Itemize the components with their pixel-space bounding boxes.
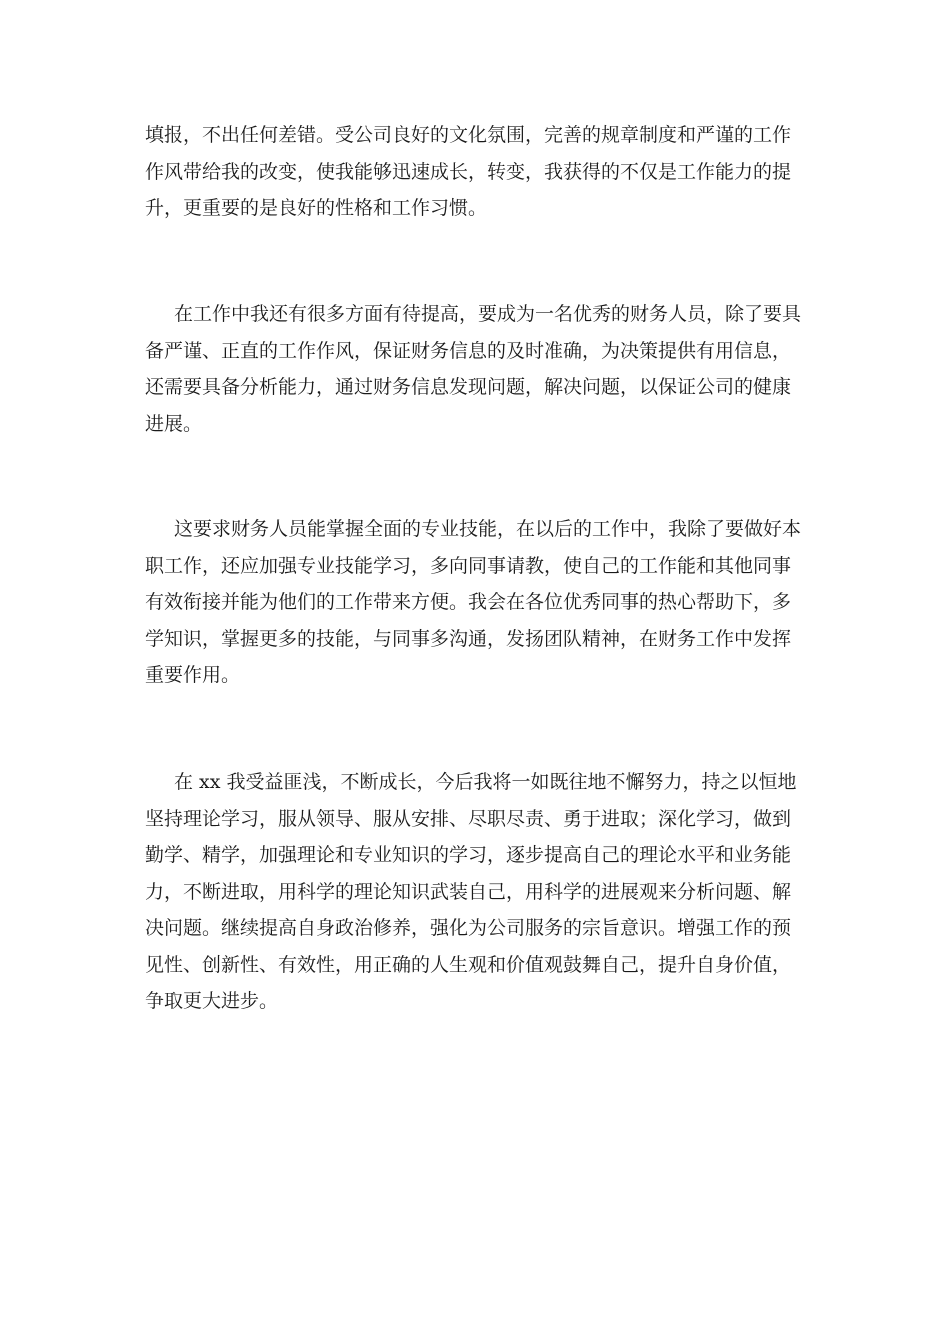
paragraph-4: [145, 764, 813, 1020]
paragraph-3: [145, 511, 813, 694]
paragraph-line: 备严谨、正直的工作作风，保证财务信息的及时准确，为决策提供有用信息，: [145, 339, 792, 362]
paragraph-line: 作风带给我的改变，使我能够迅速成长，转变，我获得的不仅是工作能力的提: [145, 160, 792, 183]
paragraph-line: 争取更大进步。: [145, 990, 279, 1012]
paragraph-line: 这要求财务人员能掌握全面的专业技能，在以后的工作中，我除了要做好本: [174, 518, 802, 540]
paragraph-line: 勤学、精学，加强理论和专业知识的学习，逐步提高自己的理论水平和业务能: [145, 844, 792, 866]
paragraph-line: 还需要具备分析能力，通过财务信息发现问题，解决问题，以保证公司的健康: [145, 376, 792, 398]
paragraph-line: 在工作中我还有很多方面有待提高，要成为一名优秀的财务人员，除了要具: [174, 303, 802, 325]
paragraph-line: 有效衔接并能为他们的工作带来方便。我会在各位优秀同事的热心帮助下，多: [145, 591, 792, 613]
paragraph-line: 见性、创新性、有效性，用正确的人生观和价值观鼓舞自己，提升自身价值，: [145, 953, 792, 976]
paragraph-line: 重要作用。: [145, 664, 241, 686]
paragraph-line: 坚持理论学习，服从领导、服从安排、尽职尽责、勇于进取；深化学习，做到: [145, 807, 792, 830]
paragraph-line: 力，不断进取，用科学的理论知识武装自己，用科学的进展观来分析问题、解: [145, 880, 792, 903]
paragraph-1: [145, 117, 813, 227]
paragraph-2: [145, 296, 813, 442]
paragraph-line: 职工作，还应加强专业技能学习，多向同事请教，使自己的工作能和其他同事: [145, 554, 792, 577]
paragraph-line: 进展。: [145, 412, 203, 435]
paragraph-line: 升，更重要的是良好的性格和工作习惯。: [145, 197, 488, 219]
paragraph-line: 学知识，掌握更多的技能，与同事多沟通，发扬团队精神，在财务工作中发挥: [145, 627, 792, 650]
paragraph-line: 在 xx 我受益匪浅，不断成长，今后我将一如既往地不懈努力，持之以恒地: [174, 771, 797, 793]
paragraph-line: 填报，不出任何差错。受公司良好的文化氛围，完善的规章制度和严谨的工作: [145, 124, 792, 146]
paragraph-line: 决问题。继续提高自身政治修养，强化为公司服务的宗旨意识。增强工作的预: [145, 917, 792, 939]
